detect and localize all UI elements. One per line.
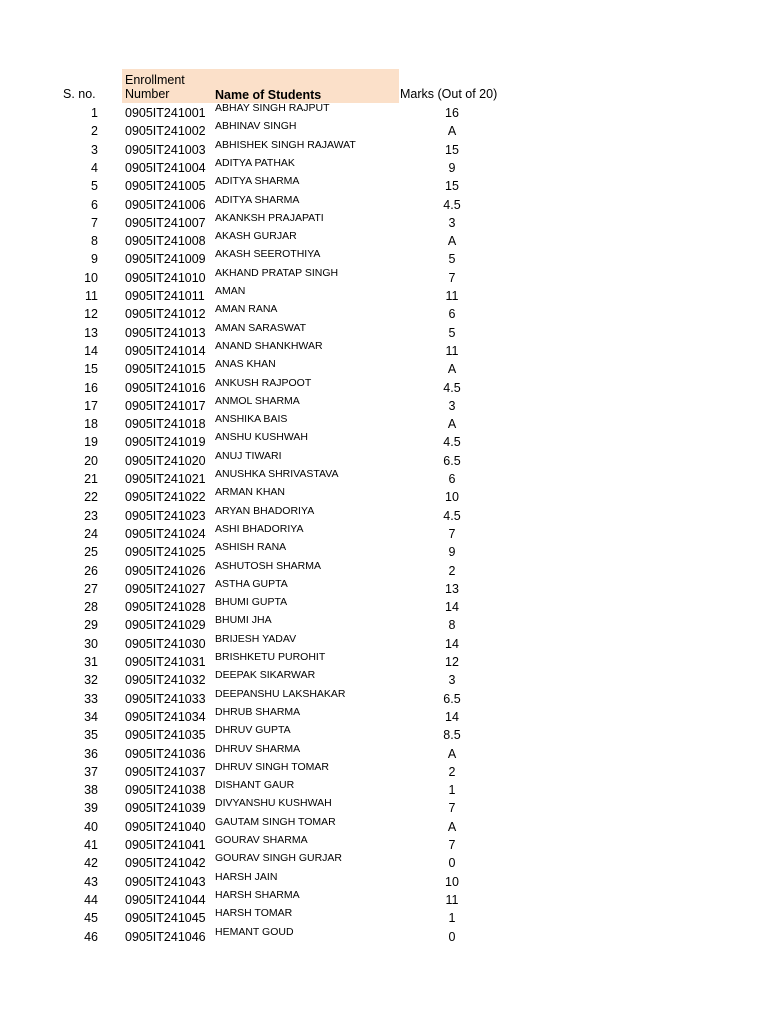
cell-sno: 19 xyxy=(84,435,98,450)
cell-enrollment: 0905IT241022 xyxy=(125,490,206,505)
cell-enrollment: 0905IT241002 xyxy=(125,124,206,139)
cell-marks: 11 xyxy=(445,289,459,303)
table-row xyxy=(0,836,768,854)
cell-enrollment: 0905IT241018 xyxy=(125,417,206,432)
cell-name: ASHISH RANA xyxy=(215,541,287,554)
cell-sno: 9 xyxy=(91,252,98,267)
cell-sno: 33 xyxy=(84,691,98,706)
table-row xyxy=(0,577,768,598)
cell-enrollment: 0905IT241009 xyxy=(125,252,206,267)
cell-sno: 32 xyxy=(84,673,98,688)
cell-enrollment: 0905IT241031 xyxy=(125,655,206,669)
cell-enrollment: 0905IT241017 xyxy=(125,398,206,413)
table-row xyxy=(0,266,768,287)
cell-marks: 14 xyxy=(445,636,459,651)
cell-marks: 10 xyxy=(445,490,459,505)
cell-name: ANSHU KUSHWAH xyxy=(215,431,308,444)
cell-name: HARSH JAIN xyxy=(215,870,278,883)
cell-sno: 40 xyxy=(84,819,98,834)
cell-enrollment: 0905IT241011 xyxy=(125,289,205,303)
table-row xyxy=(0,742,768,763)
table-row xyxy=(0,598,768,616)
cell-enrollment: 0905IT241025 xyxy=(125,545,206,560)
cell-name: ANAND SHANKHWAR xyxy=(215,339,323,352)
cell-marks: 9 xyxy=(448,160,456,175)
cell-sno: 26 xyxy=(84,563,98,578)
cell-name: ANMOL SHARMA xyxy=(215,394,300,407)
cell-marks: 4.5 xyxy=(443,380,461,395)
table-row xyxy=(0,232,768,250)
table-row xyxy=(0,559,768,580)
cell-enrollment: 0905IT241010 xyxy=(125,270,206,285)
cell-enrollment: 0905IT241016 xyxy=(125,380,206,395)
cell-name: ABHINAV SINGH xyxy=(215,120,297,133)
cell-name: AKANKSH PRAJAPATI xyxy=(215,211,324,224)
cell-marks: 13 xyxy=(445,581,459,596)
cell-sno: 5 xyxy=(91,179,98,194)
header-sno: S. no. xyxy=(63,87,96,101)
cell-enrollment: 0905IT241023 xyxy=(125,508,206,523)
cell-sno: 2 xyxy=(91,124,98,139)
table-row xyxy=(0,376,768,397)
table-row xyxy=(0,104,768,122)
cell-name: HEMANT GOUD xyxy=(215,925,294,938)
cell-enrollment: 0905IT241028 xyxy=(125,600,206,615)
cell-sno: 28 xyxy=(84,600,98,615)
cell-marks: 15 xyxy=(445,179,459,194)
cell-name: AMAN RANA xyxy=(215,303,278,316)
table-row xyxy=(0,250,768,268)
cell-marks: 11 xyxy=(445,343,459,358)
cell-name: ANUJ TIWARI xyxy=(215,449,282,462)
cell-name: AKHAND PRATAP SINGH xyxy=(215,266,339,279)
cell-sno: 39 xyxy=(84,801,98,816)
cell-sno: 11 xyxy=(85,289,98,303)
cell-enrollment: 0905IT241020 xyxy=(125,453,206,468)
cell-sno: 20 xyxy=(84,453,98,468)
cell-name: ASTHA GUPTA xyxy=(215,577,288,590)
table-row xyxy=(0,321,768,342)
table-row xyxy=(0,925,768,946)
cell-marks: A xyxy=(447,417,457,432)
cell-name: DHRUV GUPTA xyxy=(215,724,291,737)
cell-sno: 10 xyxy=(84,270,98,285)
cell-enrollment: 0905IT241019 xyxy=(125,435,206,450)
cell-name: ANUSHKA SHRIVASTAVA xyxy=(215,468,339,480)
cell-enrollment: 0905IT241014 xyxy=(125,343,206,358)
cell-marks: 3 xyxy=(448,673,456,688)
table-row xyxy=(0,726,768,744)
cell-sno: 24 xyxy=(84,526,98,541)
cell-marks: 14 xyxy=(445,600,459,615)
cell-enrollment: 0905IT241024 xyxy=(125,526,206,541)
cell-marks: A xyxy=(447,746,457,761)
cell-marks: 9 xyxy=(448,545,456,560)
cell-enrollment: 0905IT241033 xyxy=(125,691,206,706)
cell-enrollment: 0905IT241015 xyxy=(125,362,206,377)
cell-name: DHRUV SINGH TOMAR xyxy=(215,760,329,773)
table-row xyxy=(0,287,768,305)
cell-sno: 23 xyxy=(84,508,98,523)
cell-marks: 6 xyxy=(448,307,456,322)
cell-marks: 3 xyxy=(448,215,456,230)
cell-enrollment: 0905IT241044 xyxy=(125,892,206,907)
cell-marks: 6.5 xyxy=(443,453,461,468)
cell-enrollment: 0905IT241021 xyxy=(125,472,206,486)
cell-enrollment: 0905IT241034 xyxy=(125,709,206,724)
table-row xyxy=(0,488,768,506)
cell-sno: 38 xyxy=(84,783,98,798)
cell-name: DISHANT GAUR xyxy=(215,779,295,792)
cell-sno: 13 xyxy=(84,325,98,340)
cell-name: ANKUSH RAJPOOT xyxy=(215,376,312,389)
table-row xyxy=(0,815,768,836)
cell-marks: 1 xyxy=(448,783,456,798)
cell-enrollment: 0905IT241006 xyxy=(125,197,206,212)
cell-name: ADITYA SHARMA xyxy=(215,193,300,206)
table-row xyxy=(0,653,768,671)
cell-sno: 15 xyxy=(84,362,98,377)
cell-name: ASHI BHADORIYA xyxy=(215,522,304,535)
cell-enrollment: 0905IT241038 xyxy=(125,783,206,798)
cell-sno: 12 xyxy=(84,307,98,322)
cell-enrollment: 0905IT241045 xyxy=(125,911,206,926)
cell-sno: 27 xyxy=(84,581,98,596)
cell-marks: 3 xyxy=(448,398,456,413)
cell-enrollment: 0905IT241041 xyxy=(125,838,206,852)
cell-name: AMAN xyxy=(215,285,246,297)
table-row xyxy=(0,449,768,470)
cell-sno: 43 xyxy=(84,874,98,889)
cell-marks: 0 xyxy=(448,856,456,871)
cell-enrollment: 0905IT241012 xyxy=(125,307,206,322)
table-row xyxy=(0,193,768,214)
cell-sno: 14 xyxy=(84,343,98,358)
cell-sno: 30 xyxy=(84,636,98,651)
cell-enrollment: 0905IT241004 xyxy=(125,160,206,175)
cell-sno: 25 xyxy=(84,545,98,560)
table-row xyxy=(0,616,768,634)
cell-marks: 10 xyxy=(445,874,459,889)
cell-sno: 7 xyxy=(91,215,98,230)
cell-name: GOURAV SINGH GURJAR xyxy=(215,852,342,865)
table-row xyxy=(0,415,768,433)
cell-marks: A xyxy=(447,819,457,834)
cell-name: BRIJESH YADAV xyxy=(215,632,297,645)
cell-marks: 2 xyxy=(448,563,456,578)
cell-sno: 44 xyxy=(84,892,98,907)
cell-sno: 17 xyxy=(84,398,98,413)
cell-enrollment: 0905IT241046 xyxy=(125,929,206,944)
cell-enrollment: 0905IT241039 xyxy=(125,801,206,816)
header-marks: Marks (Out of 20) xyxy=(400,87,498,101)
cell-marks: 2 xyxy=(448,764,456,779)
cell-enrollment: 0905IT241036 xyxy=(125,746,206,761)
cell-enrollment: 0905IT241026 xyxy=(125,563,206,578)
cell-marks: 16 xyxy=(445,106,459,120)
cell-name: BHUMI GUPTA xyxy=(215,596,288,609)
cell-enrollment: 0905IT241042 xyxy=(125,856,206,871)
table-row xyxy=(0,687,768,708)
cell-enrollment: 0905IT241037 xyxy=(125,764,206,779)
cell-name: ABHISHEK SINGH RAJAWAT xyxy=(215,138,356,151)
cell-name: HARSH SHARMA xyxy=(215,888,300,901)
table-row xyxy=(0,522,768,543)
table-row xyxy=(0,760,768,781)
table-row xyxy=(0,781,768,799)
cell-name: GAUTAM SINGH TOMAR xyxy=(215,815,336,828)
table-row xyxy=(0,470,768,488)
cell-sno: 22 xyxy=(84,490,98,505)
cell-marks: 7 xyxy=(448,801,456,816)
cell-sno: 34 xyxy=(84,709,98,724)
table-row xyxy=(0,888,768,909)
cell-enrollment: 0905IT241008 xyxy=(125,234,206,249)
cell-marks: A xyxy=(447,124,457,139)
cell-enrollment: 0905IT241029 xyxy=(125,618,206,633)
cell-sno: 41 xyxy=(84,838,98,852)
cell-name: ARYAN BHADORIYA xyxy=(215,504,315,517)
cell-name: AKASH GURJAR xyxy=(215,230,297,243)
cell-enrollment: 0905IT241007 xyxy=(125,215,206,230)
cell-name: DEEPANSHU LAKSHAKAR xyxy=(215,687,346,700)
cell-enrollment: 0905IT241035 xyxy=(125,728,206,743)
table-row xyxy=(0,705,768,726)
table-row xyxy=(0,632,768,653)
cell-marks: 4.5 xyxy=(443,435,461,450)
table-row xyxy=(0,138,768,159)
cell-marks: 6 xyxy=(448,472,456,486)
cell-enrollment: 0905IT241040 xyxy=(125,819,206,834)
table-row xyxy=(0,211,768,232)
cell-sno: 31 xyxy=(84,655,98,669)
cell-sno: 1 xyxy=(91,106,98,120)
cell-sno: 4 xyxy=(91,160,98,175)
table-row xyxy=(0,433,768,451)
cell-marks: 8.5 xyxy=(443,728,461,743)
cell-enrollment: 0905IT241001 xyxy=(125,106,206,120)
cell-sno: 37 xyxy=(84,764,98,779)
cell-sno: 8 xyxy=(91,234,98,249)
cell-name: ADITYA SHARMA xyxy=(215,175,300,188)
cell-marks: 0 xyxy=(448,929,456,944)
cell-name: ADITYA PATHAK xyxy=(215,156,295,169)
cell-marks: 7 xyxy=(448,838,456,852)
cell-name: BHUMI JHA xyxy=(215,614,272,627)
table-row xyxy=(0,671,768,689)
cell-marks: 4.5 xyxy=(443,508,461,523)
cell-sno: 36 xyxy=(84,746,98,761)
cell-marks: 15 xyxy=(445,142,459,157)
cell-name: BRISHKETU PUROHIT xyxy=(215,651,326,663)
table-row xyxy=(0,394,768,415)
cell-name: GOURAV SHARMA xyxy=(215,834,308,846)
cell-name: ANSHIKA BAIS xyxy=(215,413,288,426)
table-row xyxy=(0,305,768,323)
cell-name: DIVYANSHU KUSHWAH xyxy=(215,797,332,810)
cell-enrollment: 0905IT241027 xyxy=(125,581,206,596)
cell-marks: 12 xyxy=(445,655,459,669)
cell-name: DHRUB SHARMA xyxy=(215,705,301,718)
cell-marks: 5 xyxy=(448,325,456,340)
cell-name: ABHAY SINGH RAJPUT xyxy=(215,102,330,114)
cell-marks: 7 xyxy=(448,526,456,541)
cell-sno: 35 xyxy=(84,728,98,743)
cell-sno: 18 xyxy=(84,417,98,432)
cell-marks: A xyxy=(447,362,457,377)
table-row xyxy=(0,339,768,360)
cell-name: ASHUTOSH SHARMA xyxy=(215,559,321,572)
cell-name: AMAN SARASWAT xyxy=(215,321,307,334)
cell-marks: 5 xyxy=(448,252,456,267)
cell-sno: 45 xyxy=(84,911,98,926)
table-row xyxy=(0,854,768,872)
cell-marks: 11 xyxy=(445,892,459,907)
table-row xyxy=(0,799,768,817)
cell-name: AKASH SEEROTHIYA xyxy=(215,248,321,261)
cell-enrollment: 0905IT241030 xyxy=(125,636,206,651)
header-enrollment: Enrollment Number xyxy=(125,73,185,101)
table-row xyxy=(0,177,768,195)
cell-marks: 7 xyxy=(448,270,456,285)
cell-sno: 29 xyxy=(84,618,98,633)
cell-sno: 3 xyxy=(91,142,98,157)
cell-marks: 14 xyxy=(445,709,459,724)
cell-sno: 21 xyxy=(84,472,98,486)
table-row xyxy=(0,360,768,378)
cell-name: ARMAN KHAN xyxy=(215,486,286,499)
cell-enrollment: 0905IT241013 xyxy=(125,325,206,340)
table-row xyxy=(0,122,768,140)
cell-marks: 4.5 xyxy=(443,197,461,212)
cell-enrollment: 0905IT241032 xyxy=(125,673,206,688)
cell-name: ANAS KHAN xyxy=(215,358,276,371)
cell-sno: 46 xyxy=(84,929,98,944)
cell-marks: 6.5 xyxy=(443,691,461,706)
cell-sno: 42 xyxy=(84,856,98,871)
cell-enrollment: 0905IT241005 xyxy=(125,179,206,194)
cell-marks: 1 xyxy=(448,911,456,926)
cell-name: DEEPAK SIKARWAR xyxy=(215,669,316,682)
header-name: Name of Students xyxy=(215,88,322,102)
cell-sno: 6 xyxy=(91,197,98,212)
cell-sno: 16 xyxy=(84,380,98,395)
table-row xyxy=(0,870,768,891)
cell-enrollment: 0905IT241043 xyxy=(125,874,206,889)
cell-name: HARSH TOMAR xyxy=(215,907,293,920)
cell-name: DHRUV SHARMA xyxy=(215,742,301,755)
table-row xyxy=(0,909,768,927)
table-row xyxy=(0,156,768,177)
cell-marks: A xyxy=(447,234,457,249)
table-row xyxy=(0,504,768,525)
table-row xyxy=(0,543,768,561)
cell-enrollment: 0905IT241003 xyxy=(125,142,206,157)
cell-marks: 8 xyxy=(448,618,456,633)
